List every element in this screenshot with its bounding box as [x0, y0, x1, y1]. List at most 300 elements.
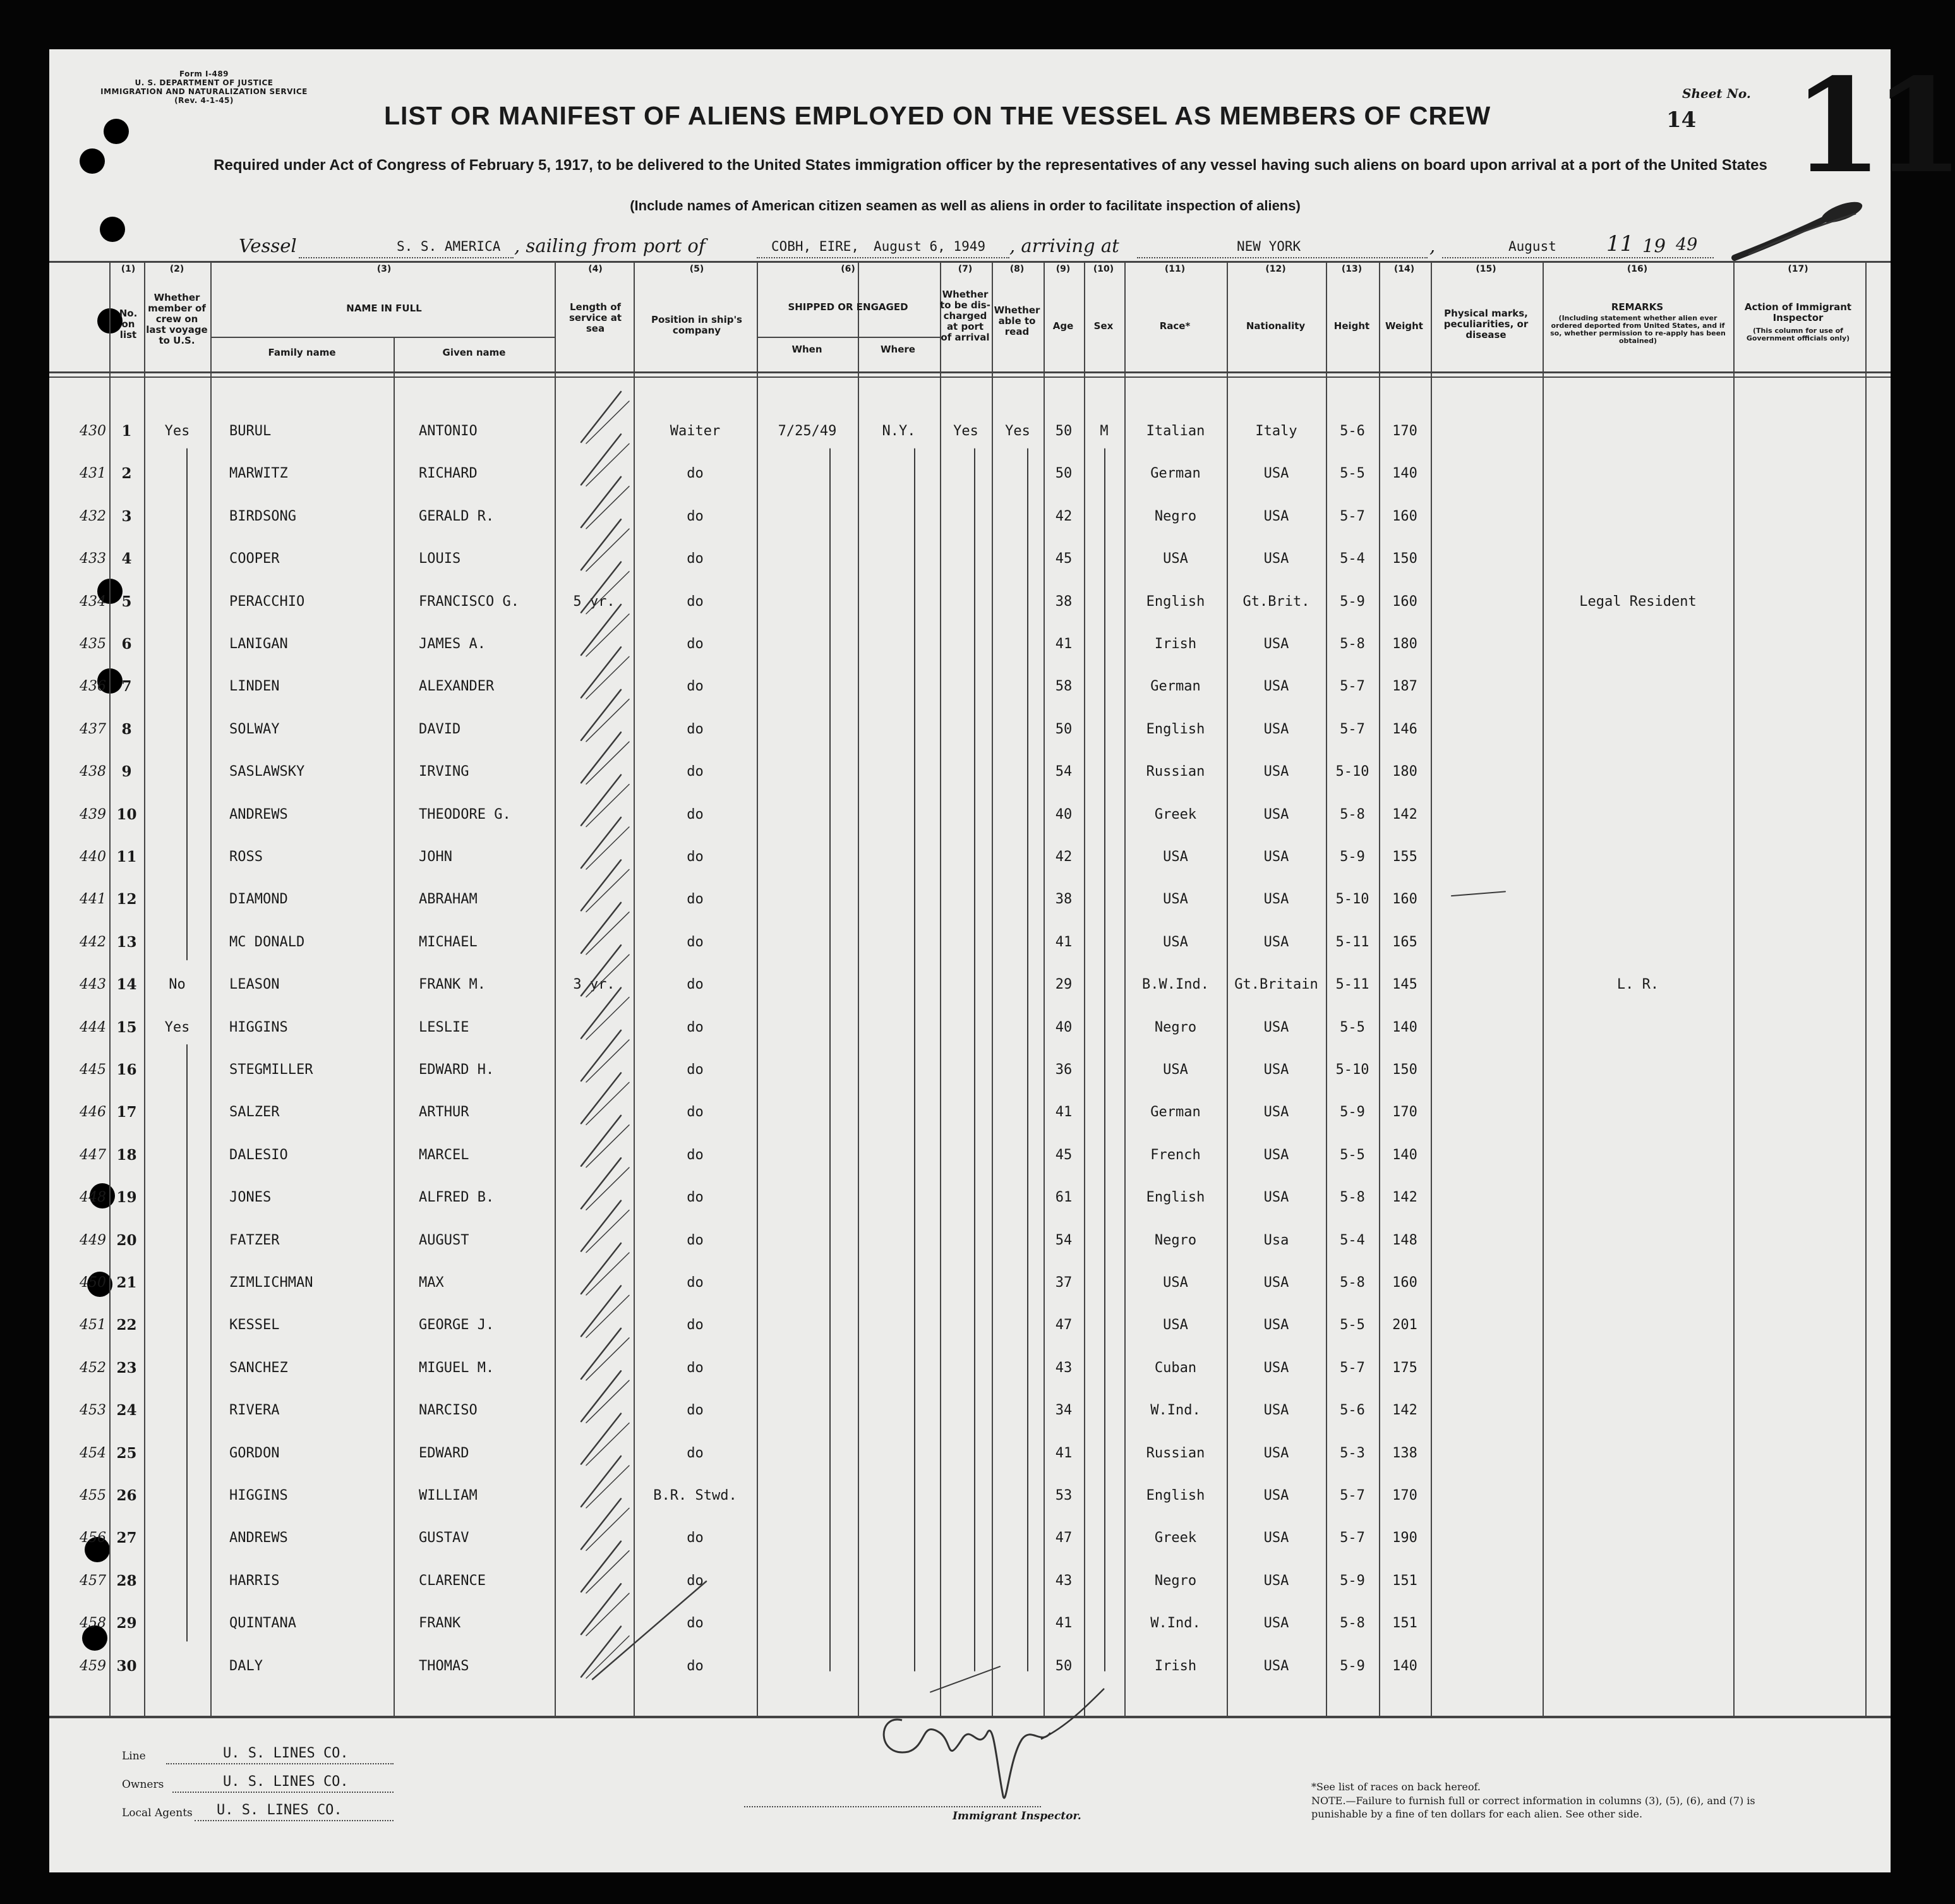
- weight: 160: [1392, 509, 1417, 524]
- nationality: Gt.Britain: [1234, 977, 1318, 992]
- race: USA: [1163, 1275, 1188, 1291]
- col-head-remarks-sub: (Including statement whether alien ever ordered deported from United States, and if so, whether permission to re-apply has been obtained): [1550, 314, 1726, 345]
- list-number: 10: [116, 806, 137, 823]
- family-name: LINDEN: [229, 678, 280, 694]
- col-num-6: (6): [841, 264, 855, 274]
- position: do: [687, 977, 704, 992]
- race: W.Ind.: [1150, 1615, 1201, 1631]
- given-name: GUSTAV: [419, 1530, 469, 1546]
- race: USA: [1163, 849, 1188, 865]
- check-mark: [581, 434, 621, 485]
- form-number: Form I-489: [179, 69, 229, 78]
- age: 40: [1055, 1020, 1073, 1035]
- race: English: [1146, 1488, 1205, 1503]
- height: 5-7: [1340, 678, 1365, 694]
- race: German: [1150, 1104, 1201, 1120]
- vessel-name: S. S. AMERICA: [397, 239, 501, 254]
- age: 61: [1055, 1190, 1073, 1205]
- sheet-stamp-number: 11: [1793, 51, 1955, 202]
- family-name: ZIMLICHMAN: [229, 1275, 313, 1291]
- list-number: 19: [116, 1189, 137, 1206]
- family-name: SASLAWSKY: [229, 764, 305, 780]
- age: 42: [1055, 849, 1073, 865]
- nationality: USA: [1263, 764, 1289, 780]
- age: 58: [1055, 678, 1073, 694]
- list-number: 8: [121, 721, 132, 738]
- position: do: [687, 1445, 704, 1461]
- height: 5-11: [1335, 934, 1369, 950]
- col-head-read: Whether able to read: [994, 304, 1040, 337]
- age: 47: [1055, 1317, 1073, 1333]
- list-number: 23: [116, 1359, 137, 1377]
- col-head-physical: Physical marks, peculiarities, or disease: [1443, 308, 1529, 340]
- given-name: ANTONIO: [419, 423, 478, 439]
- check-mark: [581, 732, 621, 783]
- height: 5-10: [1335, 891, 1369, 907]
- weight: 140: [1392, 1147, 1417, 1163]
- col-num-13: (13): [1341, 264, 1362, 274]
- line-number: 436: [80, 678, 106, 694]
- line-number: 431: [80, 466, 106, 481]
- col-head-service: Length of service at sea: [569, 301, 622, 334]
- position: do: [687, 1573, 704, 1589]
- age: 50: [1055, 466, 1073, 481]
- owners-value: U. S. LINES CO.: [223, 1774, 349, 1790]
- given-name: FRANK M.: [419, 977, 486, 992]
- given-name: JOHN: [419, 849, 452, 865]
- pencil-dash: [1452, 891, 1505, 896]
- family-name: RIVERA: [229, 1402, 280, 1418]
- height: 5-4: [1340, 1232, 1365, 1248]
- height: 5-9: [1340, 594, 1365, 610]
- col-head-action-sub: (This column for use of Government officials only): [1746, 327, 1850, 342]
- line-number: 453: [80, 1402, 106, 1418]
- height: 5-7: [1340, 1360, 1365, 1376]
- weight: 140: [1392, 1020, 1417, 1035]
- check-mark: [581, 1030, 621, 1081]
- check-mark: [581, 519, 621, 570]
- col-head-age: Age: [1052, 320, 1074, 332]
- weight: 175: [1392, 1360, 1417, 1376]
- weight: 170: [1392, 1104, 1417, 1120]
- check-mark: [581, 775, 621, 826]
- race: Cuban: [1154, 1360, 1197, 1376]
- list-number: 24: [116, 1402, 137, 1419]
- family-name: JONES: [229, 1190, 272, 1205]
- nationality: USA: [1263, 1020, 1289, 1035]
- list-number: 4: [121, 550, 132, 567]
- col-num-14: (14): [1393, 264, 1415, 274]
- given-name: FRANK: [419, 1615, 461, 1631]
- check-mark: [581, 1371, 621, 1421]
- position: do: [687, 1062, 704, 1078]
- arrival-month: August: [1508, 239, 1556, 254]
- height: 5-7: [1340, 721, 1365, 737]
- family-name: SANCHEZ: [229, 1360, 288, 1376]
- col-num-10: (10): [1093, 264, 1114, 274]
- list-number: 30: [116, 1658, 137, 1675]
- height: 5-11: [1335, 977, 1369, 992]
- col-num-4: (4): [588, 264, 603, 274]
- family-name: DIAMOND: [229, 891, 288, 907]
- weight: 165: [1392, 934, 1417, 950]
- check-mark: [581, 562, 621, 613]
- col-head-remarks: REMARKS: [1611, 301, 1664, 313]
- weight: 170: [1392, 423, 1417, 439]
- given-name: MARCEL: [419, 1147, 469, 1163]
- age: 50: [1055, 1658, 1073, 1674]
- given-name: ARTHUR: [419, 1104, 469, 1120]
- check-mark: [581, 1286, 621, 1336]
- nationality: Gt.Brit.: [1242, 594, 1310, 610]
- age: 41: [1055, 934, 1073, 950]
- port-from: COBH, EIRE,: [771, 239, 860, 254]
- list-number: 6: [121, 636, 132, 653]
- line-number: 459: [80, 1658, 106, 1674]
- page-title: LIST OR MANIFEST OF ALIENS EMPLOYED ON THE VESSEL AS MEMBERS OF CREW: [384, 101, 1491, 130]
- family-name: LANIGAN: [229, 636, 288, 652]
- col-num-16: (16): [1627, 264, 1648, 274]
- height: 5-9: [1340, 1573, 1365, 1589]
- weight: 160: [1392, 1275, 1417, 1291]
- col-head-given: Given name: [442, 347, 506, 358]
- race: USA: [1163, 551, 1188, 567]
- family-name: DALY: [229, 1658, 263, 1674]
- col-head-discharged: Whether to be dis-charged at port of arrival: [940, 289, 990, 343]
- given-name: WILLIAM: [419, 1488, 478, 1503]
- arrival-year-suffix: 49: [1676, 235, 1698, 255]
- list-number: 3: [121, 508, 132, 525]
- check-mark: [581, 1498, 621, 1549]
- given-name: NARCISO: [419, 1402, 478, 1418]
- list-number: 17: [116, 1104, 137, 1121]
- position: do: [687, 1190, 704, 1205]
- nationality: USA: [1263, 551, 1289, 567]
- family-name: LEASON: [229, 977, 280, 992]
- age: 54: [1055, 1232, 1073, 1248]
- height: 5-8: [1340, 1275, 1365, 1291]
- given-name: CLARENCE: [419, 1573, 486, 1589]
- given-name: ALEXANDER: [419, 678, 495, 694]
- race: USA: [1163, 934, 1188, 950]
- age: 41: [1055, 1615, 1073, 1631]
- height: 5-6: [1340, 423, 1365, 439]
- check-mark: [581, 647, 621, 697]
- race: English: [1146, 721, 1205, 737]
- weight: 160: [1392, 594, 1417, 610]
- form-department: U. S. DEPARTMENT OF JUSTICE: [135, 78, 274, 87]
- line-number: 438: [80, 764, 106, 780]
- height: 5-5: [1340, 466, 1365, 481]
- family-name: QUINTANA: [229, 1615, 296, 1631]
- col-head-when: When: [791, 344, 822, 355]
- col-head-nationality: Nationality: [1246, 320, 1306, 332]
- col-num-8: (8): [1009, 264, 1025, 274]
- check-mark: [581, 945, 621, 996]
- line-number: 451: [80, 1317, 106, 1333]
- position: do: [687, 1402, 704, 1418]
- race: English: [1146, 594, 1205, 610]
- given-name: GERALD R.: [419, 509, 495, 524]
- line-number: 456: [80, 1530, 106, 1546]
- family-name: PERACCHIO: [229, 594, 305, 610]
- list-number: 25: [116, 1445, 137, 1462]
- weight: 190: [1392, 1530, 1417, 1546]
- nationality: USA: [1263, 934, 1289, 950]
- family-name: ROSS: [229, 849, 263, 865]
- check-mark: [581, 1073, 621, 1123]
- col-head-position: Position in ship's company: [651, 314, 742, 336]
- position: do: [687, 721, 704, 737]
- race: Russian: [1146, 764, 1205, 780]
- height: 5-9: [1340, 1658, 1365, 1674]
- list-number: 15: [116, 1019, 137, 1036]
- line-number: 447: [80, 1147, 106, 1163]
- line-number: 458: [80, 1615, 106, 1631]
- nationality: USA: [1263, 807, 1289, 822]
- height: 5-6: [1340, 1402, 1365, 1418]
- height: 5-3: [1340, 1445, 1365, 1461]
- weight: 150: [1392, 1062, 1417, 1078]
- line-number: 439: [80, 807, 106, 822]
- line-label: Line: [122, 1750, 146, 1762]
- position: do: [687, 807, 704, 822]
- given-name: ABRAHAM: [419, 891, 478, 907]
- nationality: USA: [1263, 1530, 1289, 1546]
- check-mark: [581, 1243, 621, 1294]
- check-mark: [581, 988, 621, 1039]
- given-name: THOMAS: [419, 1658, 469, 1674]
- weight: 201: [1392, 1317, 1417, 1333]
- position: B.R. Stwd.: [653, 1488, 737, 1503]
- weight: 146: [1392, 721, 1417, 737]
- line-number: 446: [80, 1104, 106, 1120]
- line-number: 455: [80, 1488, 106, 1503]
- age: 54: [1055, 764, 1073, 780]
- list-number: 11: [116, 848, 137, 865]
- position: do: [687, 849, 704, 865]
- col-num-11: (11): [1164, 264, 1186, 274]
- line-number: 452: [80, 1360, 106, 1376]
- line-number: 432: [80, 509, 106, 524]
- col-head-weight: Weight: [1385, 320, 1423, 332]
- position: do: [687, 1275, 704, 1291]
- nationality: USA: [1263, 1488, 1289, 1503]
- line-number: 442: [80, 934, 106, 950]
- list-number: 20: [116, 1232, 137, 1249]
- race: USA: [1163, 1317, 1188, 1333]
- height: 5-5: [1340, 1147, 1365, 1163]
- age: 40: [1055, 807, 1073, 822]
- nationality: USA: [1263, 466, 1289, 481]
- nationality: USA: [1263, 1573, 1289, 1589]
- col-num-3: (3): [376, 264, 392, 274]
- position: do: [687, 1658, 704, 1674]
- list-number: 29: [116, 1615, 137, 1632]
- required-statement: Required under Act of Congress of February 5, 1917, to be delivered to the United States immigration officer by the representatives of any vessel having such aliens on board upon arrival at a port of the United States: [214, 157, 1767, 174]
- col-num-1: (1): [121, 264, 136, 274]
- vessel-label: Vessel: [239, 235, 297, 256]
- family-name: BIRDSONG: [229, 509, 296, 524]
- prev-voyage: Yes: [164, 1020, 190, 1035]
- weight: 180: [1392, 636, 1417, 652]
- nationality: USA: [1263, 849, 1289, 865]
- check-mark: [581, 1158, 621, 1208]
- sheet-number-value: 14: [1666, 107, 1697, 133]
- check-mark: [581, 1584, 621, 1634]
- check-mark: [581, 1201, 621, 1251]
- family-name: HIGGINS: [229, 1020, 288, 1035]
- nationality: USA: [1263, 1275, 1289, 1291]
- height: 5-9: [1340, 1104, 1365, 1120]
- list-number: 27: [116, 1529, 137, 1546]
- race: B.W.Ind.: [1142, 977, 1209, 992]
- line-number: 450: [80, 1275, 106, 1291]
- agents-value: U. S. LINES CO.: [217, 1802, 342, 1818]
- line-number: 441: [80, 891, 106, 907]
- col-num-17: (17): [1788, 264, 1808, 274]
- weight: 142: [1392, 1402, 1417, 1418]
- line-number: 448: [80, 1190, 106, 1205]
- family-name: GORDON: [229, 1445, 280, 1461]
- check-mark: [581, 392, 621, 442]
- sex: M: [1100, 423, 1109, 439]
- weight: 138: [1392, 1445, 1417, 1461]
- list-number: 28: [116, 1572, 137, 1589]
- given-name: MAX: [419, 1275, 444, 1291]
- race: Irish: [1154, 1658, 1197, 1674]
- race: Irish: [1154, 636, 1197, 652]
- nationality: USA: [1263, 1062, 1289, 1078]
- line-number: 445: [80, 1062, 106, 1078]
- given-name: LESLIE: [419, 1020, 469, 1035]
- list-number: 13: [116, 934, 137, 951]
- agents-label: Local Agents: [122, 1807, 193, 1819]
- given-name: AUGUST: [419, 1232, 469, 1248]
- position: do: [687, 636, 704, 652]
- col-head-action: Action of Immigrant Inspector: [1744, 301, 1852, 323]
- position: do: [687, 934, 704, 950]
- prev-voyage: No: [169, 977, 186, 992]
- age: 53: [1055, 1488, 1073, 1503]
- weight: 160: [1392, 891, 1417, 907]
- position: do: [687, 764, 704, 780]
- race: Italian: [1146, 423, 1205, 439]
- list-number: 14: [116, 976, 137, 993]
- weight: 145: [1392, 977, 1417, 992]
- nationality: Italy: [1255, 423, 1297, 439]
- include-statement: (Include names of American citizen seamen as well as aliens in order to facilitate inspection of aliens): [630, 198, 1301, 214]
- given-name: ALFRED B.: [419, 1190, 495, 1205]
- check-mark: [593, 1581, 706, 1679]
- age: 34: [1055, 1402, 1073, 1418]
- weight: 142: [1392, 1190, 1417, 1205]
- col-num-12: (12): [1265, 264, 1286, 274]
- nationality: USA: [1263, 891, 1289, 907]
- age: 45: [1055, 551, 1073, 567]
- list-number: 18: [116, 1147, 137, 1164]
- remarks: L. R.: [1616, 977, 1659, 992]
- position: do: [687, 551, 704, 567]
- col-num-5: (5): [689, 264, 704, 274]
- weight: 187: [1392, 678, 1417, 694]
- comma: ,: [1429, 235, 1436, 256]
- list-number: 2: [121, 465, 132, 482]
- family-name: SOLWAY: [229, 721, 280, 737]
- given-name: EDWARD: [419, 1445, 469, 1461]
- race: Negro: [1154, 1020, 1197, 1035]
- race: Greek: [1154, 807, 1197, 822]
- arrival-year-prefix: 19: [1642, 235, 1666, 256]
- sailing-label: , sailing from port of: [514, 235, 706, 256]
- position: do: [687, 466, 704, 481]
- col-head-race: Race*: [1159, 320, 1191, 332]
- given-name: DAVID: [419, 721, 461, 737]
- given-name: RICHARD: [419, 466, 478, 481]
- family-name: DALESIO: [229, 1147, 288, 1163]
- position: do: [687, 1104, 704, 1120]
- inspector-label: Immigrant Inspector.: [953, 1810, 1081, 1823]
- given-name: FRANCISCO G.: [419, 594, 519, 610]
- position: do: [687, 1147, 704, 1163]
- height: 5-5: [1340, 1317, 1365, 1333]
- given-name: EDWARD H.: [419, 1062, 495, 1078]
- owners-underline: [172, 1791, 394, 1793]
- given-name: THEODORE G.: [419, 807, 511, 822]
- height: 5-9: [1340, 849, 1365, 865]
- line-number: 434: [80, 594, 106, 610]
- check-mark: [581, 1627, 621, 1677]
- weight: 170: [1392, 1488, 1417, 1503]
- age: 41: [1055, 1445, 1073, 1461]
- family-name: HIGGINS: [229, 1488, 288, 1503]
- age: 47: [1055, 1530, 1073, 1546]
- height: 5-8: [1340, 807, 1365, 822]
- check-mark: [581, 605, 621, 655]
- height: 5-7: [1340, 509, 1365, 524]
- nationality: USA: [1263, 1317, 1289, 1333]
- nationality: USA: [1263, 1104, 1289, 1120]
- nationality: USA: [1263, 1402, 1289, 1418]
- age: 42: [1055, 509, 1073, 524]
- nationality: USA: [1263, 1147, 1289, 1163]
- age: 43: [1055, 1573, 1073, 1589]
- check-mark: [581, 477, 621, 527]
- nationality: USA: [1263, 721, 1289, 737]
- height: 5-8: [1340, 1190, 1365, 1205]
- line-number: 437: [80, 721, 106, 737]
- line-number: 440: [80, 849, 106, 865]
- prev-voyage: Yes: [164, 423, 190, 439]
- line-value: U. S. LINES CO.: [223, 1745, 349, 1761]
- form-revision: (Rev. 4-1-45): [174, 96, 234, 105]
- line-number: 444: [80, 1020, 106, 1035]
- check-mark: [581, 690, 621, 740]
- service-length: 5 yr.: [573, 594, 615, 610]
- list-number: 7: [121, 678, 132, 695]
- line-number: 433: [80, 551, 106, 567]
- line-number: 449: [80, 1232, 106, 1248]
- family-name: COOPER: [229, 551, 280, 567]
- race: USA: [1163, 891, 1188, 907]
- race: German: [1150, 466, 1201, 481]
- given-name: IRVING: [419, 764, 469, 780]
- age: 50: [1055, 721, 1073, 737]
- family-name: FATZER: [229, 1232, 280, 1248]
- weight: 148: [1392, 1232, 1417, 1248]
- age: 50: [1055, 423, 1073, 439]
- shipped-where: N.Y.: [882, 423, 916, 439]
